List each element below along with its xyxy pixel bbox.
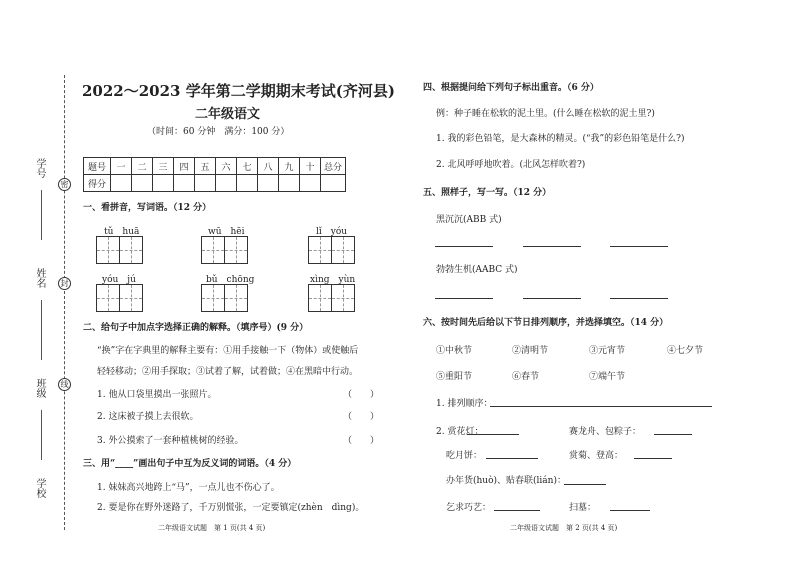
answer-line[interactable] (435, 298, 493, 299)
page-footer-left: 二年级语文试题 第 1 页(共 4 页) (158, 524, 266, 532)
score-table (83, 157, 346, 192)
question-item: 3. 外公摸索了一套种植桃树的经验。 (97, 436, 244, 446)
binding-label-xingming: 姓名 (34, 268, 45, 288)
score-input-cell[interactable] (195, 175, 216, 192)
answer-line[interactable] (634, 458, 672, 459)
answer-line[interactable] (610, 246, 668, 247)
score-input-cell[interactable] (237, 175, 258, 192)
section-4-title: 四、根据提问给下列句子标出重音。（6 分） (423, 83, 599, 93)
answer-paren[interactable]: （ ） (343, 436, 380, 446)
answer-line[interactable] (610, 298, 668, 299)
score-cell: 三 (153, 158, 174, 175)
score-input-cell[interactable] (258, 175, 279, 192)
score-cell: 七 (237, 158, 258, 175)
festival-option: ④七夕节 (667, 346, 704, 356)
answer-grid[interactable] (201, 236, 248, 264)
section-1-title: 一、看拼音，写词语。（12 分） (83, 203, 212, 213)
score-input-cell[interactable] (279, 175, 300, 192)
answer-grid[interactable] (201, 284, 248, 312)
exam-meta: （时间：60 分钟 满分：100 分） (147, 127, 290, 137)
fill-label: 吃月饼： (446, 451, 483, 461)
score-cell: 八 (258, 158, 279, 175)
festival-option: ①中秋节 (436, 346, 473, 356)
pinyin-label: wū hēi (208, 227, 245, 237)
order-label: 1. 排列顺序： (436, 399, 493, 409)
binding-line (64, 75, 65, 530)
score-input-cell[interactable] (153, 175, 174, 192)
answer-line[interactable] (435, 246, 493, 247)
answer-line[interactable] (494, 510, 540, 511)
answer-grid[interactable] (308, 284, 355, 312)
score-cell: 得分 (84, 175, 111, 192)
fill-label: 2. 赏花灯： (436, 427, 484, 437)
answer-line[interactable] (486, 458, 538, 459)
score-cell: 四 (174, 158, 195, 175)
pinyin-label: xìng yùn (310, 275, 356, 285)
question-item: 2. 这床被子摸上去很软。 (97, 412, 199, 422)
answer-paren[interactable]: （ ） (343, 390, 380, 400)
definition-text: 轻轻移动；②用手探取；③试着了解，试着做；④在黑暗中行动。 (97, 367, 359, 377)
score-cell: 五 (195, 158, 216, 175)
pinyin-label: lǐ yóu (316, 227, 348, 237)
answer-line[interactable] (523, 298, 581, 299)
section-3-title: 三、用“____”画出句子中互为反义词的词语。（4 分） (83, 459, 297, 469)
exam-title: 2022～2023 学年第二学期期末考试(齐河县) (82, 82, 395, 100)
question-item: 2. 要是你在野外迷路了，千万别慌张，一定要镇定(zhèn dìng)。 (97, 503, 365, 513)
question-item: 1. 他从口袋里摸出一张照片。 (97, 390, 217, 400)
answer-line[interactable] (564, 484, 606, 485)
seal-circle-mi: 密 (58, 178, 71, 191)
answer-grid[interactable] (96, 236, 143, 264)
festival-option: ⑦端午节 (589, 372, 626, 382)
score-cell: 六 (216, 158, 237, 175)
score-cell: 十 (300, 158, 321, 175)
pinyin-label: tǔ huā (104, 227, 140, 237)
binding-blank-xingming (41, 300, 42, 360)
answer-line[interactable] (654, 434, 692, 435)
score-cell: 题号 (84, 158, 111, 175)
score-input-cell[interactable] (216, 175, 237, 192)
score-input-cell[interactable] (174, 175, 195, 192)
section-5-title: 五、照样子，写一写。（12 分） (423, 188, 552, 198)
answer-grid[interactable] (308, 236, 355, 264)
pinyin-label: bǔ chōng (206, 275, 255, 285)
binding-label-xuexiao: 学校 (34, 478, 45, 498)
definition-text: “换”字在字典里的解释主要有：①用手接触一下（物体）或使触后 (97, 346, 359, 356)
binding-label-banji: 班级 (34, 378, 45, 398)
section-2-title: 二、给句子中加点字选择正确的解释。（填序号）(9 分） (83, 323, 309, 333)
section-6-title: 六、按时间先后给以下节日排列顺序，并选择填空。（14 分） (423, 318, 669, 328)
answer-line[interactable] (467, 434, 519, 435)
binding-blank-banji (41, 410, 42, 460)
fill-label: 办年货(huò)、贴春联(lián)： (446, 476, 566, 486)
fill-label: 赛龙舟、包粽子： (569, 427, 642, 437)
score-cell: 一 (111, 158, 132, 175)
fill-label: 扫墓： (569, 503, 597, 513)
question-item: 1. 妹妹高兴地跨上“马”，一点儿也不伤心了。 (97, 483, 280, 493)
festival-option: ③元宵节 (589, 346, 626, 356)
example-sentence: 例：种子睡在松软的泥土里。(什么睡在松软的泥土里?) (436, 109, 655, 119)
fill-label: 赏菊、登高： (569, 451, 624, 461)
score-input-cell[interactable] (300, 175, 321, 192)
festival-option: ⑤重阳节 (436, 372, 473, 382)
binding-blank-xuehao (41, 190, 42, 240)
pinyin-label: yóu jú (102, 275, 136, 285)
seal-circle-feng: 封 (58, 277, 71, 290)
question-item: 2. 北风呼呼地吹着。(北风怎样吹着?) (436, 160, 586, 170)
pattern-example: 黑沉沉(ABB 式) (436, 215, 502, 225)
score-cell: 总分 (321, 158, 346, 175)
score-input-cell[interactable] (132, 175, 153, 192)
binding-label-xuehao: 学号 (34, 158, 45, 178)
question-item: 1. 我的彩色铅笔，是大森林的精灵。(“我”的彩色铅笔是什么?) (436, 134, 685, 144)
festival-option: ②清明节 (512, 346, 549, 356)
answer-grid[interactable] (96, 284, 143, 312)
answer-line[interactable] (610, 510, 650, 511)
fill-label: 乞求巧艺： (446, 503, 492, 513)
exam-subtitle: 二年级语文 (195, 107, 261, 122)
score-cell: 九 (279, 158, 300, 175)
score-cell: 二 (132, 158, 153, 175)
score-input-cell[interactable] (321, 175, 346, 192)
festival-option: ⑥春节 (512, 372, 540, 382)
score-input-cell[interactable] (111, 175, 132, 192)
answer-paren[interactable]: （ ） (343, 412, 380, 422)
page-footer-right: 二年级语文试题 第 2 页(共 4 页) (510, 524, 618, 532)
order-answer-line[interactable] (490, 406, 712, 407)
score-table-score-row (84, 175, 346, 192)
answer-line[interactable] (523, 246, 581, 247)
seal-circle-xian: 线 (58, 378, 71, 391)
pattern-example: 勃勃生机(AABC 式) (436, 265, 518, 275)
score-table-header-row (84, 158, 346, 175)
